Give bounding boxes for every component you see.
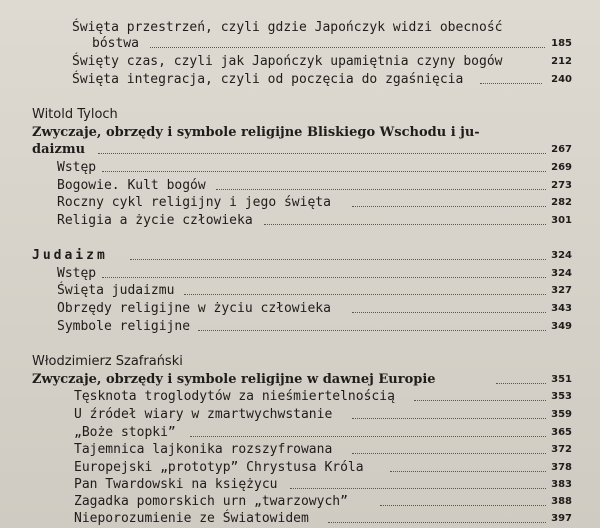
- toc-entry: [0, 177, 600, 195]
- section-title: daizmu 267: [32, 142, 572, 157]
- page-number: 282: [551, 197, 572, 208]
- toc-entry: [0, 493, 600, 511]
- page-number: 351: [551, 374, 572, 385]
- dot-leader: [190, 436, 546, 437]
- dot-leader: [216, 189, 546, 190]
- page-number: 273: [551, 180, 572, 191]
- entry-title: Symbole religijne: [57, 319, 191, 334]
- section-title: Zwyczaje, obrzędy i symbole religijne w dawnej Europie 351: [32, 372, 572, 387]
- entry-title: Wstęp: [57, 266, 97, 281]
- page-number: 185: [551, 38, 572, 49]
- dot-leader: [352, 206, 546, 207]
- page-number: 324: [551, 268, 572, 279]
- toc-entry: [0, 510, 600, 528]
- entry-title: bóstwa: [92, 36, 139, 51]
- author-name: Witold Tyloch: [32, 107, 118, 122]
- toc-entry: [0, 406, 600, 424]
- entry-title: Nieporozumienie ze Światowidem: [74, 511, 309, 526]
- dot-leader: [480, 83, 542, 84]
- dot-leader: [130, 259, 546, 260]
- dot-leader: [390, 471, 546, 472]
- dot-leader: [352, 312, 546, 313]
- entry-title: Obrzędy religijne w życiu człowieka: [57, 301, 331, 316]
- toc-entry: [0, 71, 600, 89]
- section-title: Zwyczaje, obrzędy i symbole religijne Bliskiego Wschodu i ju-: [32, 125, 480, 140]
- dot-leader: [98, 153, 546, 154]
- dot-leader: [496, 383, 546, 384]
- dot-leader: [150, 47, 545, 48]
- page-number: 269: [551, 162, 572, 173]
- entry-title: Święta integracja, czyli od poczęcia do zgaśnięcia: [72, 72, 464, 87]
- toc-entry: [0, 265, 600, 283]
- page-number: 372: [551, 444, 572, 455]
- section-title: Judaizm 324: [32, 248, 572, 263]
- page-number: 301: [551, 215, 572, 226]
- toc-entry: [0, 300, 600, 318]
- page-number: 378: [551, 462, 572, 473]
- entry-title: Europejski „prototyp” Chrystusa Króla: [74, 460, 364, 475]
- entry-title: Święta judaizmu: [57, 283, 175, 298]
- page-number: 267: [551, 144, 572, 155]
- dot-leader: [264, 224, 546, 225]
- entry-title: Święta przestrzeń, czyli gdzie Japończyk widzi obecność: [72, 20, 503, 35]
- entry-title: U źródeł wiary w zmartwychwstanie: [74, 407, 333, 422]
- toc-entry: [0, 459, 600, 477]
- entry-title: Pan Twardowski na księżycu: [74, 477, 278, 492]
- dot-leader: [102, 171, 546, 172]
- page-number: 327: [551, 285, 572, 296]
- dot-leader: [198, 330, 546, 331]
- toc-entry: [0, 53, 600, 71]
- dot-leader: [184, 294, 546, 295]
- page-number: 365: [551, 427, 572, 438]
- entry-title: Wstęp: [57, 160, 97, 175]
- page-number: 240: [551, 74, 572, 85]
- toc-entry: [0, 388, 600, 406]
- toc-entry: [0, 282, 600, 300]
- toc-entry: [0, 318, 600, 336]
- entry-title: „Boże stopki”: [74, 425, 176, 440]
- toc-entry: [0, 159, 600, 177]
- page-number: 359: [551, 409, 572, 420]
- page-number: 212: [551, 56, 572, 67]
- dot-leader: [352, 453, 546, 454]
- entry-title: Religia a życie człowieka: [57, 213, 253, 228]
- toc-entry: [0, 424, 600, 442]
- author-name: Włodzimierz Szafrański: [32, 354, 183, 369]
- toc-entry: [0, 476, 600, 494]
- dot-leader: [414, 400, 546, 401]
- entry-title: Tajemnica lajkonika rozszyfrowana: [74, 442, 333, 457]
- entry-title: Tęsknota troglodytów za nieśmiertelnością: [74, 389, 395, 404]
- page-number: 349: [551, 321, 572, 332]
- toc-entry: [0, 212, 600, 230]
- dot-leader: [380, 505, 546, 506]
- toc-entry: [0, 194, 600, 212]
- page-number: 397: [551, 513, 572, 524]
- dot-leader: [328, 522, 546, 523]
- entry-title: Roczny cykl religijny i jego święta: [57, 195, 331, 210]
- toc-entry: [0, 441, 600, 459]
- dot-leader: [352, 418, 546, 419]
- dot-leader: [290, 488, 546, 489]
- toc-entry: [0, 35, 600, 53]
- page-number: 388: [551, 496, 572, 507]
- page-number: 383: [551, 479, 572, 490]
- entry-title: Bogowie. Kult bogów: [57, 178, 206, 193]
- page-number: 324: [551, 250, 572, 261]
- entry-title: Święty czas, czyli jak Japończyk upamiętnia czyny bogów: [72, 54, 503, 69]
- dot-leader: [102, 277, 546, 278]
- page-number: 343: [551, 303, 572, 314]
- page-number: 353: [551, 391, 572, 402]
- entry-title: Zagadka pomorskich urn „twarzowych”: [74, 494, 348, 509]
